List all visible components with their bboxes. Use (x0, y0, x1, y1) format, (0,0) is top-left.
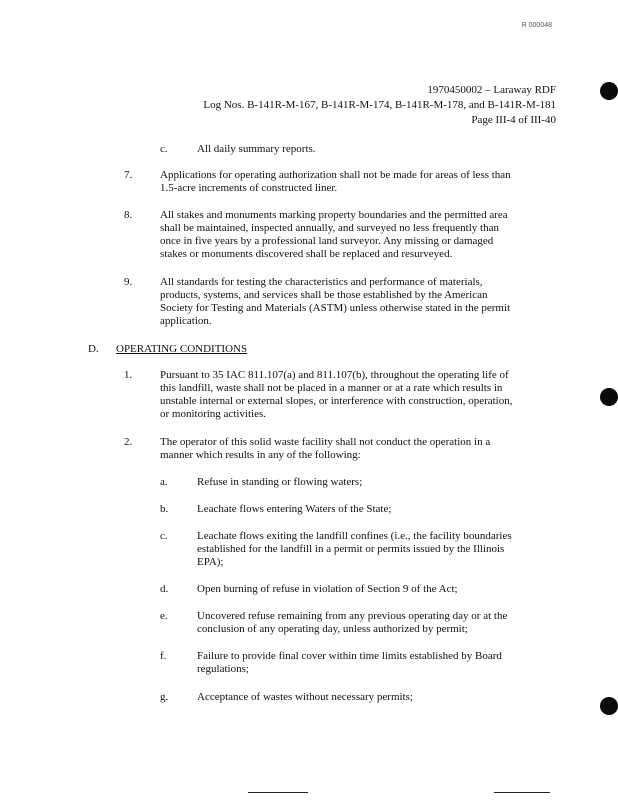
subitem-c-line: Leachate flows exiting the landfill confines (i.e., the facility boundaries (197, 530, 512, 542)
bates-stamp: R 000048 (521, 22, 552, 29)
item-d2-number: 2. (124, 436, 133, 448)
item-9-line: Society for Testing and Materials (ASTM) unless otherwise stated in the permit (160, 302, 511, 314)
header-log-numbers: Log Nos. B-141R-M-167, B-141R-M-174, B-141R-M-178, and B-141R-M-181 (203, 99, 556, 111)
item-d1-line: Pursuant to 35 IAC 811.107(a) and 811.107(b), throughout the operating life of (160, 369, 509, 381)
item-8-line: All stakes and monuments marking property boundaries and the permitted area (160, 209, 508, 221)
item-d2-line: manner which results in any of the following: (160, 449, 361, 461)
subitem-b-label: b. (160, 503, 169, 515)
subitem-f-label: f. (160, 650, 167, 662)
punch-hole-top (600, 82, 618, 100)
subitem-c-label: c. (160, 530, 168, 542)
item-d1-line: or monitoring activities. (160, 408, 267, 420)
item-9-line: application. (160, 315, 212, 327)
subitem-c-line: established for the landfill in a permit or permits issued by the Illinois (197, 543, 505, 555)
subitem-b-text: Leachate flows entering Waters of the State; (197, 503, 392, 515)
item-d2-line: The operator of this solid waste facility shall not conduct the operation in a (160, 436, 491, 448)
subitem-a-text: Refuse in standing or flowing waters; (197, 476, 363, 488)
item-8-number: 8. (124, 209, 133, 221)
item-d1-line: unstable internal or external slopes, or interference with construction, operation, (160, 395, 513, 407)
section-d-title: OPERATING CONDITIONS (116, 343, 248, 355)
subitem-c-line: EPA); (197, 556, 224, 568)
item-d1-line: this landfill, waste shall not be placed in a manner or at a rate which results in (160, 382, 503, 394)
item-c-text: All daily summary reports. (197, 143, 316, 155)
header-page-number: Page III-4 of III-40 (471, 114, 556, 126)
subitem-g-label: g. (160, 691, 169, 703)
item-c-label: c. (160, 143, 168, 155)
punch-hole-bottom (600, 697, 618, 715)
item-7-line: Applications for operating authorization shall not be made for areas of less than (160, 169, 511, 181)
item-7-line: 1.5-acre increments of constructed liner. (160, 182, 338, 194)
item-8-line: once in five years by a professional land surveyor. Any missing or damaged (160, 235, 494, 247)
subitem-a-label: a. (160, 476, 168, 488)
subitem-e-label: e. (160, 610, 168, 622)
subitem-d-label: d. (160, 583, 169, 595)
item-9-line: products, systems, and services shall be those established by the American (160, 289, 488, 301)
item-8-line: stakes or monuments discovered shall be replaced and resurveyed. (160, 248, 453, 260)
initial-line-right (494, 792, 550, 793)
subitem-f-line: regulations; (197, 663, 249, 675)
subitem-e-line: conclusion of any operating day, unless authorized by permit; (197, 623, 468, 635)
item-7-number: 7. (124, 169, 133, 181)
subitem-e-line: Uncovered refuse remaining from any previous operating day or at the (197, 610, 508, 622)
initial-line-left (248, 792, 308, 793)
section-d-letter: D. (88, 343, 99, 355)
subitem-g-text: Acceptance of wastes without necessary permits; (197, 691, 413, 703)
subitem-d-text: Open burning of refuse in violation of Section 9 of the Act; (197, 583, 458, 595)
item-9-number: 9. (124, 276, 133, 288)
header-permit-line: 1970450002 – Laraway RDF (427, 84, 556, 96)
punch-hole-middle (600, 388, 618, 406)
subitem-f-line: Failure to provide final cover within time limits established by Board (197, 650, 502, 662)
item-9-line: All standards for testing the characteristics and performance of materials, (160, 276, 483, 288)
item-8-line: shall be maintained, inspected annually, and surveyed no less frequently than (160, 222, 499, 234)
item-d1-number: 1. (124, 369, 133, 381)
